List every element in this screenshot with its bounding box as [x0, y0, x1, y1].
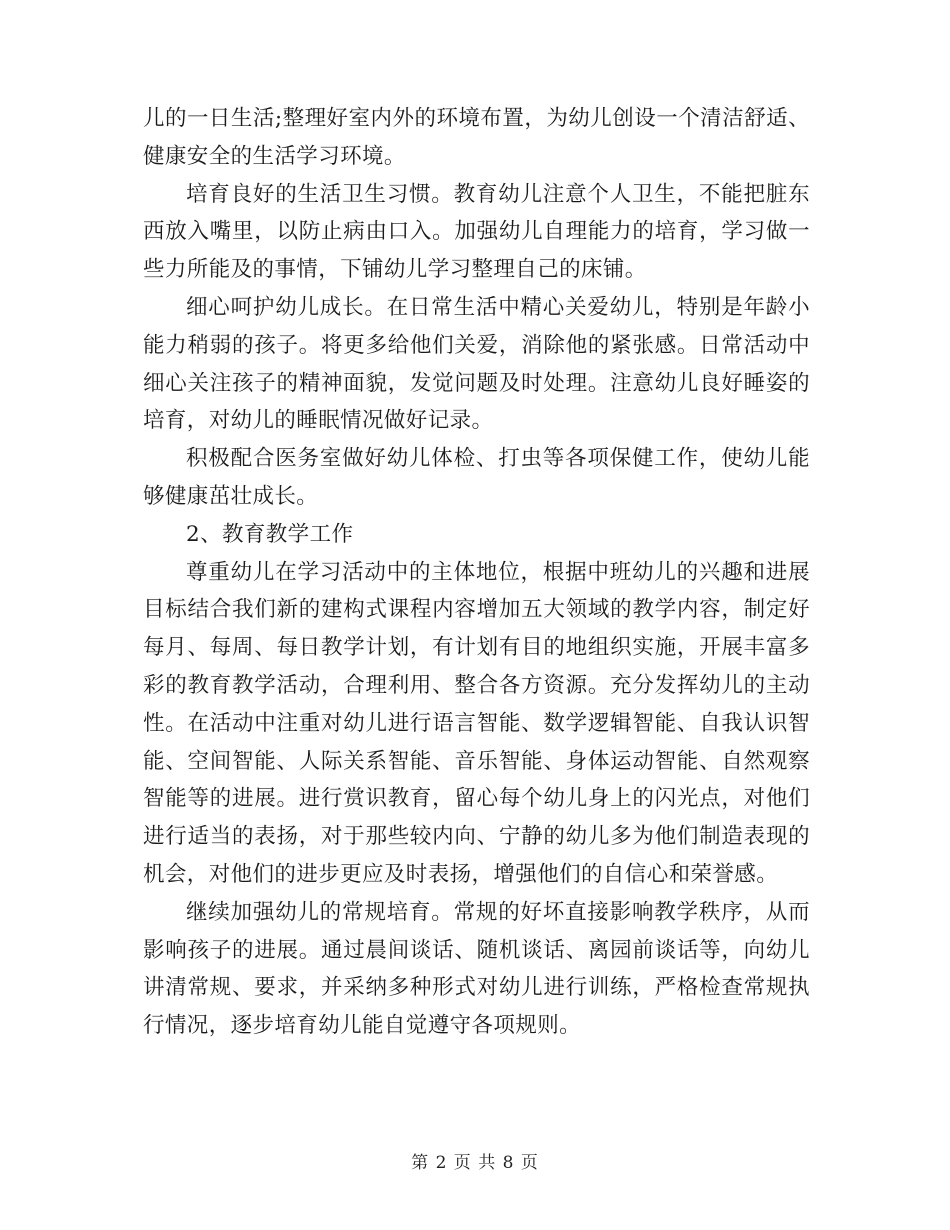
- paragraph-continuation: 儿的一日生活;整理好室内外的环境布置，为幼儿创设一个清洁舒适、健康安全的生活学习环境。: [143, 106, 810, 169]
- paragraph-health-work: 积极配合医务室做好幼儿体检、打虫等各项保健工作，使幼儿能够健康茁壮成长。: [143, 446, 810, 509]
- paragraph-child-care: 细心呵护幼儿成长。在日常生活中精心关爱幼儿，特别是年龄小能力稍弱的孩子。将更多给他们关爱，消除他的紧张感。日常活动中细心关注孩子的精神面貌，发觉问题及时处理。注意幼儿良好睡姿的培育，对幼儿的睡眠情况做好记录。: [143, 294, 810, 434]
- paragraph-hygiene-habits: 培育良好的生活卫生习惯。教育幼儿注意个人卫生，不能把脏东西放入嘴里，以防止病由口入。加强幼儿自理能力的培育，学习做一些力所能及的事情，下铺幼儿学习整理自己的床铺。: [143, 181, 810, 283]
- paragraph-routine-training: 继续加强幼儿的常规培育。常规的好坏直接影响教学秩序，从而影响孩子的进展。通过晨间谈话、随机谈话、离园前谈话等，向幼儿讲清常规、要求，并采纳多种形式对幼儿进行训练，严格检查常规执行情况，逐步培育幼儿能自觉遵守各项规则。: [143, 899, 810, 1039]
- page-number-footer: 第 2 页 共 8 页: [411, 1153, 539, 1173]
- section-heading-teaching: 2、教育教学工作: [186, 521, 354, 547]
- paragraph-teaching-activities: 尊重幼儿在学习活动中的主体地位，根据中班幼儿的兴趣和进展目标结合我们新的建构式课程内容增加五大领域的教学内容，制定好每月、每周、每日教学计划，有计划有目的地组织实施，开展丰富多彩的教育教学活动，合理利用、整合各方资源。充分发挥幼儿的主动性。在活动中注重对幼儿进行语言智能、数学逻辑智能、自我认识智能、空间智能、人际关系智能、音乐智能、身体运动智能、自然观察智能等的进展。进行赏识教育，留心每个幼儿身上的闪光点，对他们进行适当的表扬，对于那些较内向、宁静的幼儿多为他们制造表现的机会，对他们的进步更应及时表扬，增强他们的自信心和荣誉感。: [143, 559, 810, 887]
- document-body: [143, 100, 810, 1045]
